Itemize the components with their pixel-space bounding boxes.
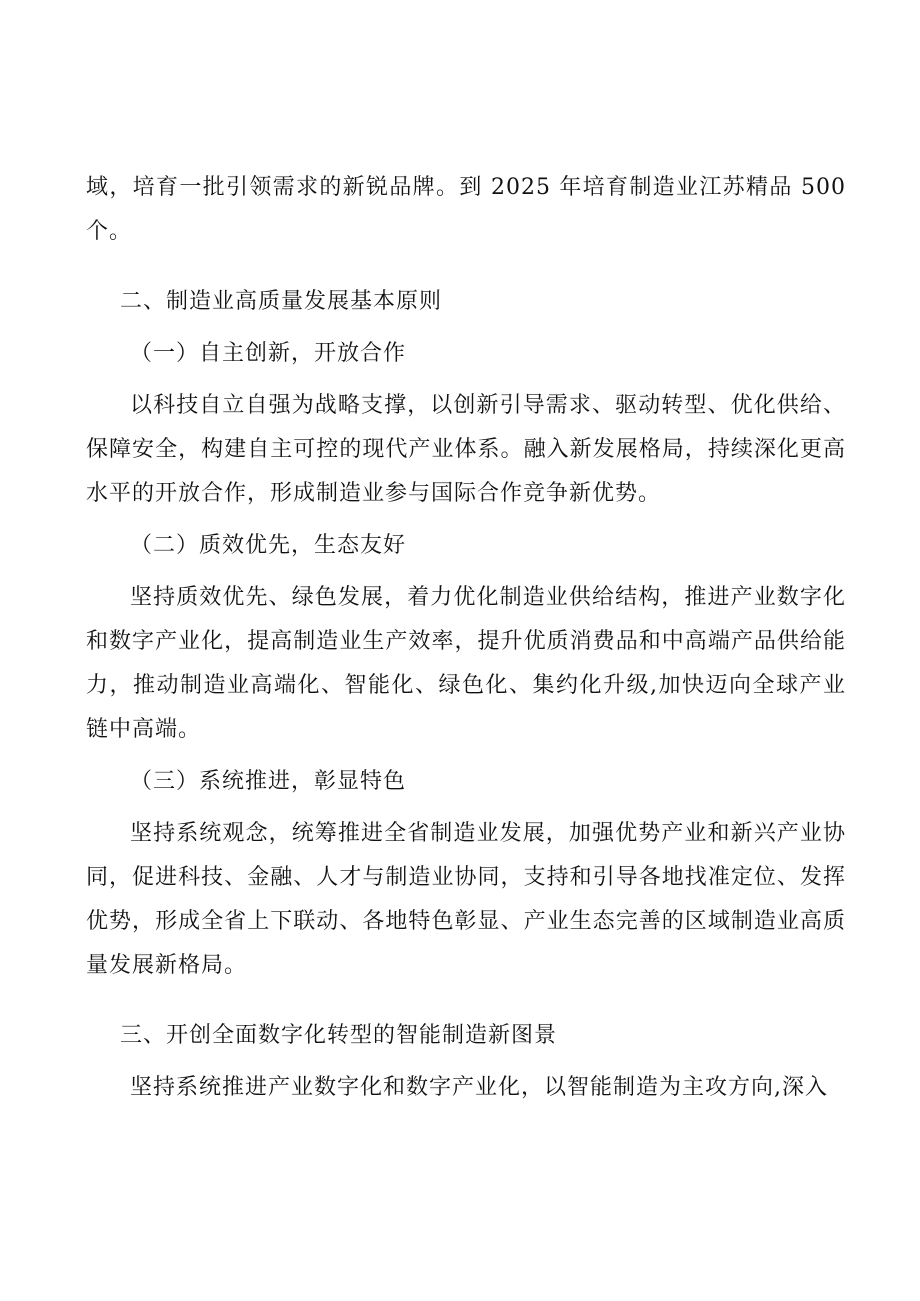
section-2-3-paragraph: 坚持系统观念，统筹推进全省制造业发展，加强优势产业和新兴产业协同，促进科技、金融、人才与制造业协同，支持和引导各地找准定位、发挥优势，形成全省上下联动、各地特色彰显、产业生态完善的区域制造业高质量发展新格局。	[86, 821, 846, 978]
section-2-3-heading: （三）系统推进，彰显特色	[130, 769, 407, 794]
document-body	[86, 166, 846, 1118]
section-2-2-heading: （二）质效优先，生态友好	[130, 533, 407, 558]
section-3-heading: 三、开创全面数字化转型的智能制造新图景	[120, 1023, 558, 1048]
section-2-1-heading: （一）自主创新，开放合作	[130, 341, 407, 366]
section-2-1-paragraph: 以科技自立自强为战略支撑，以创新引导需求、驱动转型、优化供给、保障安全，构建自主可控的现代产业体系。融入新发展格局，持续深化更高水平的开放合作，形成制造业参与国际合作竞争新优势。	[86, 393, 846, 506]
section-2-heading: 二、制造业高质量发展基本原则	[120, 289, 443, 314]
section-2-2-paragraph: 坚持质效优先、绿色发展，着力优化制造业供给结构，推进产业数字化和数字产业化，提高制造业生产效率，提升优质消费品和中高端产品供给能力，推动制造业高端化、智能化、绿色化、集约化升级,加快迈向全球产业链中高端。	[86, 585, 846, 742]
section-3-paragraph: 坚持系统推进产业数字化和数字产业化，以智能制造为主攻方向,深入	[130, 1075, 828, 1100]
intro-continuation-paragraph: 域，培育一批引领需求的新锐品牌。到 2025 年培育制造业江苏精品 500 个。	[86, 175, 846, 244]
